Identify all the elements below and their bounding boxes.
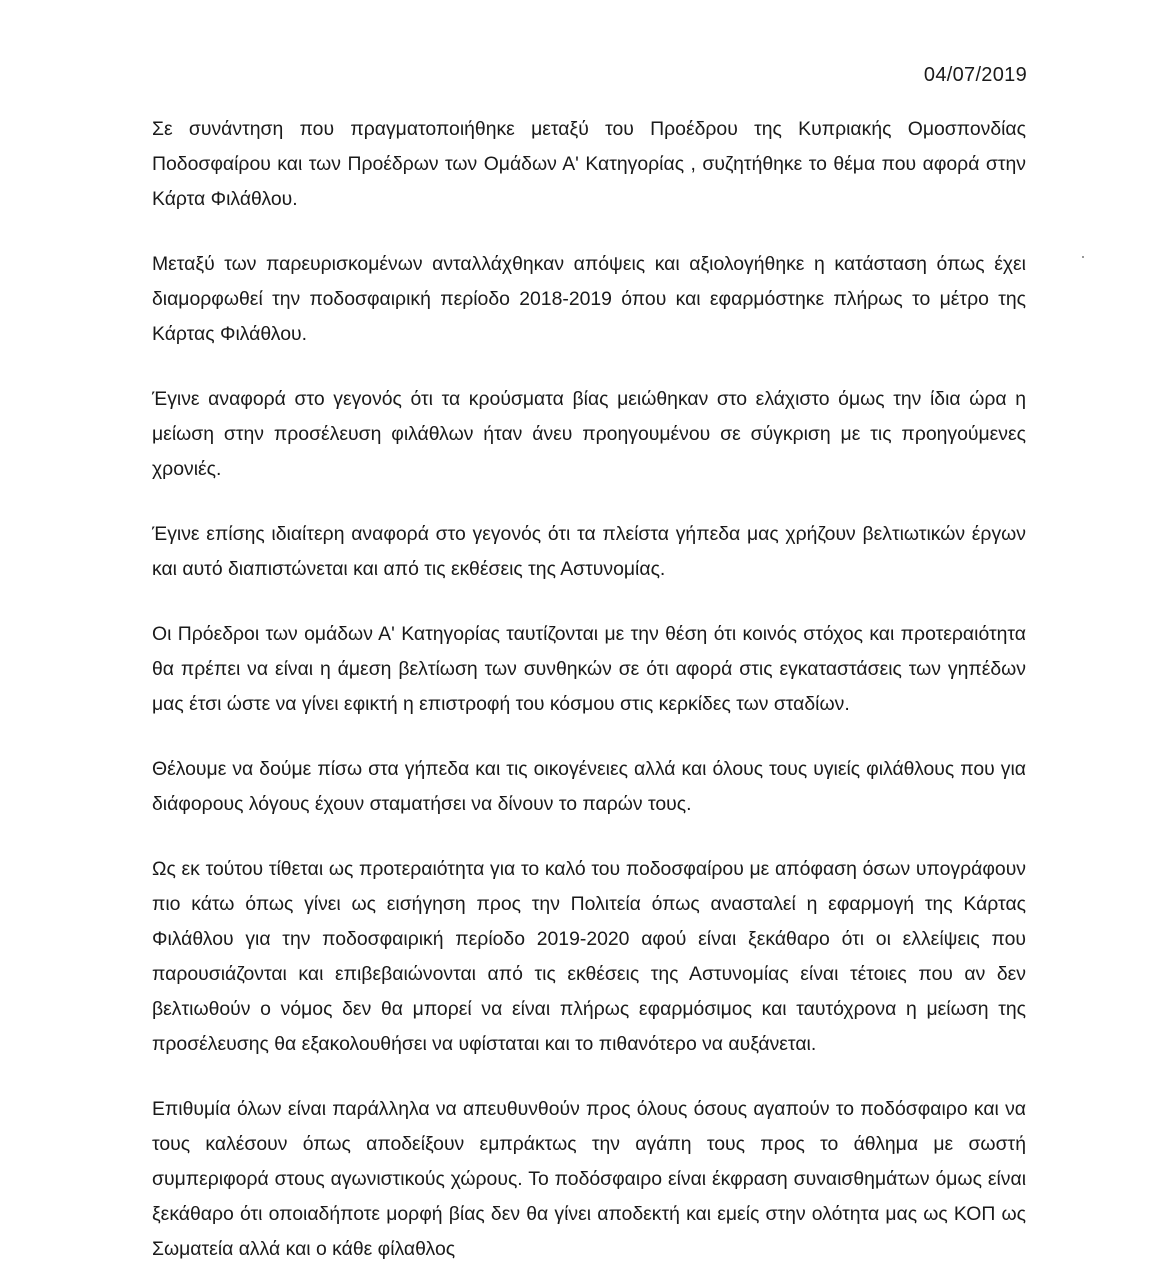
paragraph-1: Σε συνάντηση που πραγματοποιήθηκε μεταξύ του Προέδρου της Κυπριακής Ομοσπονδίας Ποδοσφαίρου και των Προέδρων των Ομάδων Α' Κατηγορίας , συζητήθηκε το θέμα που αφορά στην Κάρτα Φιλάθλου.: [152, 118, 1026, 210]
paragraph-7: Ως εκ τούτου τίθεται ως προτεραιότητα για το καλό του ποδοσφαίρου με απόφαση όσων υπογράφουν πιο κάτω όπως γίνει ως εισήγηση προς την Πολιτεία όπως ανασταλεί η εφαρμογή της Κάρτας Φιλάθλου για την ποδοσφαιρική περίοδο 2019-2020 αφού είναι ξεκάθαρο ότι οι ελλείψεις που παρουσιάζονται και επιβεβαιώνονται από τις εκθέσεις της Αστυνομίας είναι τέτοιες που αν δεν βελτιωθούν ο νόμος δεν θα μπορεί να είναι πλήρως εφαρμόσιμος και ταυτόχρονα η μείωση της προσέλευσης θα εξακολουθήσει να υφίσταται και το πιθανότερο να αυξάνεται.: [152, 858, 1026, 1055]
paragraph-3: Έγινε αναφορά στο γεγονός ότι τα κρούσματα βίας μειώθηκαν στο ελάχιστο όμως την ίδια ώρα η μείωση στην προσέλευση φιλάθλων ήταν άνευ προηγουμένου σε σύγκριση με τις προηγούμενες χρονιές.: [152, 388, 1026, 480]
scan-speck: [1082, 256, 1084, 258]
paragraph-5: Οι Πρόεδροι των ομάδων Α' Κατηγορίας ταυτίζονται με την θέση ότι κοινός στόχος και προτεραιότητα θα πρέπει να είναι η άμεση βελτίωση των συνθηκών σε ότι αφορά στις εγκαταστάσεις των γηπέδων μας έτσι ώστε να γίνει εφικτή η επιστροφή του κόσμου στις κερκίδες των σταδίων.: [152, 623, 1026, 715]
document-body: [152, 112, 1026, 1267]
paragraph-8: Επιθυμία όλων είναι παράλληλα να απευθυνθούν προς όλους όσους αγαπούν το ποδόσφαιρο και να τους καλέσουν όπως αποδείξουν εμπράκτως την αγάπη τους προς το άθλημα με σωστή συμπεριφορά στους αγωνιστικούς χώρους. Το ποδόσφαιρο είναι έκφραση συναισθημάτων όμως είναι ξεκάθαρο ότι οποιαδήποτε μορφή βίας δεν θα γίνει αποδεκτή και εμείς στην ολότητα μας ως ΚΟΠ ως Σωματεία αλλά και ο κάθε φίλαθλος: [152, 1098, 1026, 1260]
document-date: 04/07/2019: [923, 64, 1027, 86]
paragraph-6: Θέλουμε να δούμε πίσω στα γήπεδα και τις οικογένειες αλλά και όλους τους υγιείς φιλάθλους που για διάφορους λόγους έχουν σταματήσει να δίνουν το παρών τους.: [152, 758, 1026, 815]
paragraph-4: Έγινε επίσης ιδιαίτερη αναφορά στο γεγονός ότι τα πλείστα γήπεδα μας χρήζουν βελτιωτικών έργων και αυτό διαπιστώνεται και από τις εκθέσεις της Αστυνομίας.: [152, 523, 1026, 580]
paragraph-2: Μεταξύ των παρευρισκομένων ανταλλάχθηκαν απόψεις και αξιολογήθηκε η κατάσταση όπως έχει διαμορφωθεί την ποδοσφαιρική περίοδο 2018-2019 όπου και εφαρμόστηκε πλήρως το μέτρο της Κάρτας Φιλάθλου.: [152, 253, 1026, 345]
